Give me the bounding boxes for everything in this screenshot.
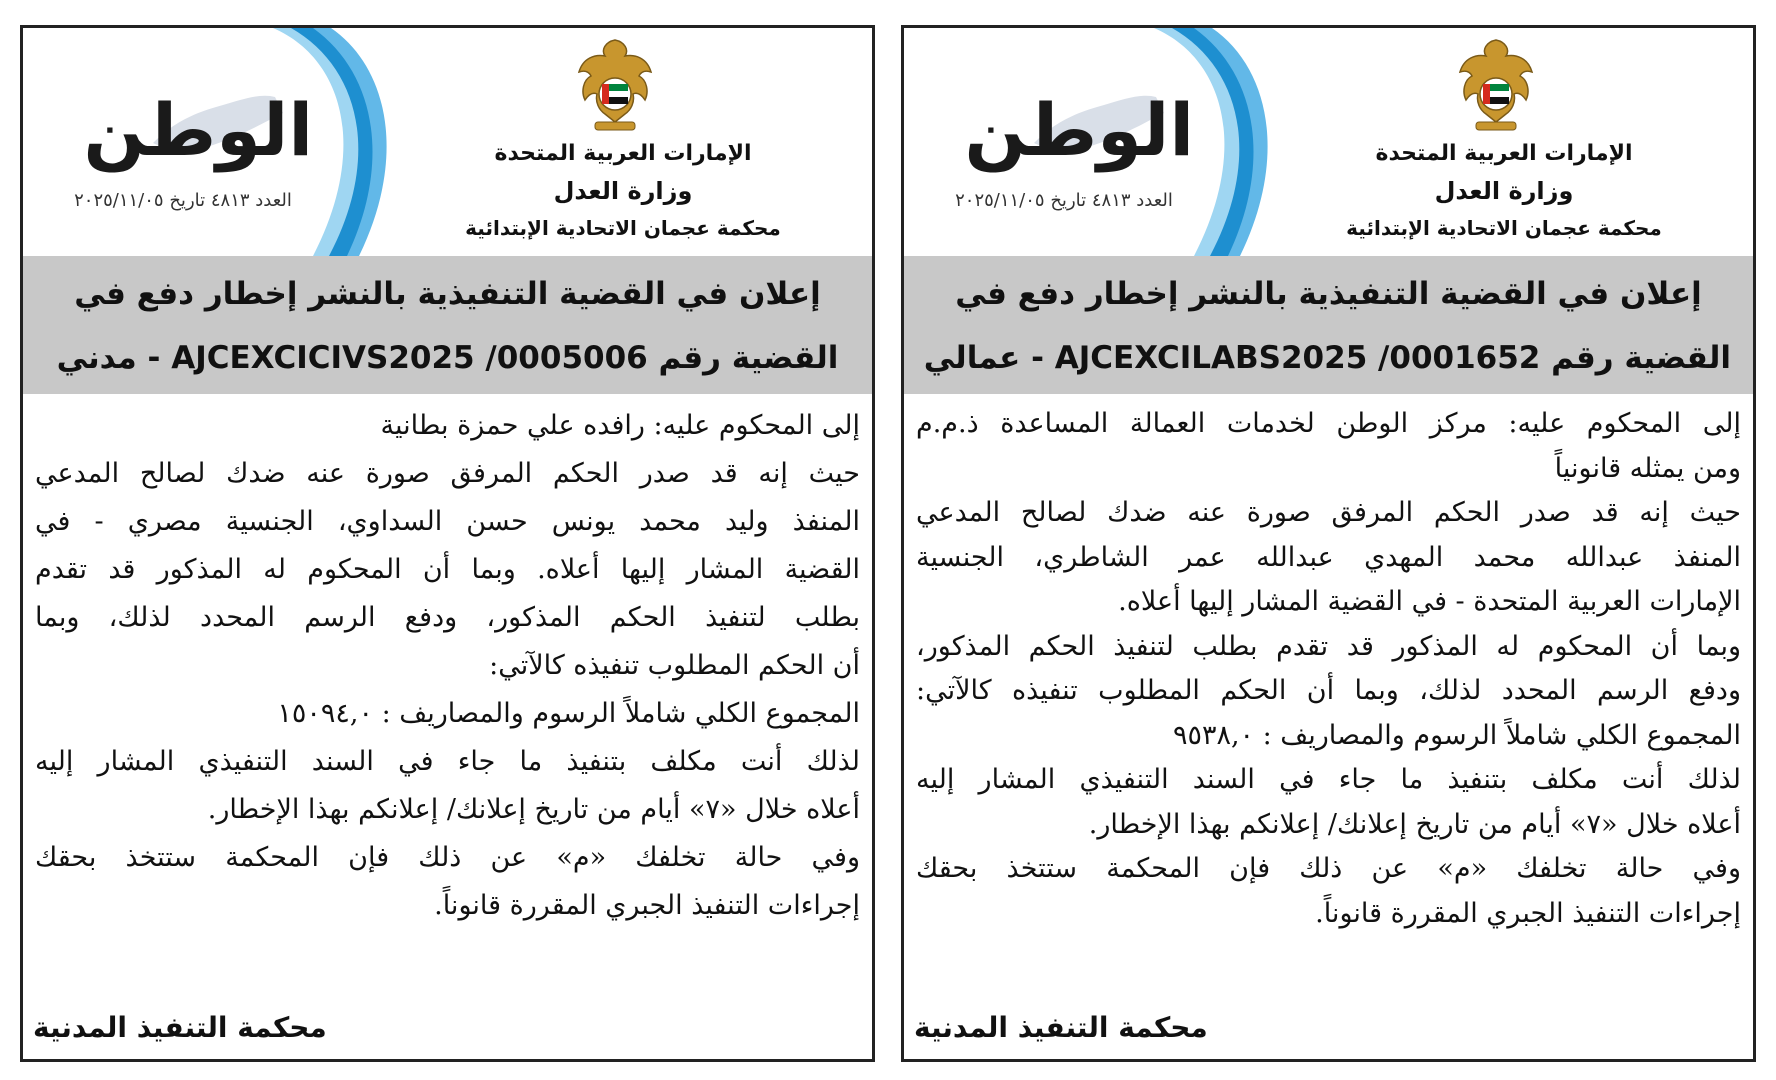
authority-court: محكمة عجمان الاتحادية الإبتدائية <box>1346 216 1662 240</box>
body-line: إجراءات التنفيذ الجبري المقررة قانوناً. <box>434 890 860 921</box>
uae-emblem-icon <box>575 36 655 136</box>
body-line: حيث إنه قد صدر الحكم المرفق صورة عنه ضدك لصالح المدعي <box>35 458 860 489</box>
notice-signature: محكمة التنفيذ المدنية <box>33 1011 327 1044</box>
body-line: بطلب لتنفيذ الحكم المذكور، ودفع الرسم المحدد لذلك، وبما <box>35 602 860 633</box>
body-line: إلى المحكوم عليه: رافده علي حمزة بطانية <box>380 410 860 441</box>
notice-body <box>35 402 860 930</box>
authority-court: محكمة عجمان الاتحادية الإبتدائية <box>465 216 781 240</box>
body-line: وفي حالة تخلفك «م» عن ذلك فإن المحكمة ستتخذ بحقك <box>916 853 1741 884</box>
authority-country: الإمارات العربية المتحدة <box>1375 141 1633 166</box>
body-line-total: المجموع الكلي شاملاً الرسوم والمصاريف : ١٥٠٩٤,٠ <box>277 698 860 729</box>
notice-body <box>916 402 1741 936</box>
body-line: إلى المحكوم عليه: مركز الوطن لخدمات العمالة المساعدة ذ.م.م <box>916 408 1741 439</box>
notice-title-line1: إعلان في القضية التنفيذية بالنشر إخطار دفع في <box>74 276 821 312</box>
body-line: ومن يمثله قانونياً <box>1554 452 1741 484</box>
body-line: المنفذ وليد محمد يونس حسن السداوي، الجنسية مصري - في <box>35 506 860 537</box>
body-line: حيث إنه قد صدر الحكم المرفق صورة عنه ضدك لصالح المدعي <box>916 497 1741 528</box>
notice-civil <box>20 25 875 1062</box>
notice-header <box>904 28 1753 256</box>
issuing-authority <box>1344 136 1664 246</box>
body-line: الإمارات العربية المتحدة - في القضية المشار إليها أعلاه. <box>1118 586 1741 617</box>
body-line: وفي حالة تخلفك «م» عن ذلك فإن المحكمة ستتخذ بحقك <box>35 842 860 873</box>
notice-signature: محكمة التنفيذ المدنية <box>914 1011 1208 1044</box>
uae-emblem-icon <box>1456 36 1536 136</box>
notice-title-line2: القضية رقم AJCEXCILABS2025 /0001652 - عمالي <box>923 340 1731 376</box>
body-line: القضية المشار إليها أعلاه. وبما أن المحكوم له المذكور قد تقدم <box>35 554 860 585</box>
body-line: إجراءات التنفيذ الجبري المقررة قانوناً. <box>1315 897 1741 929</box>
notice-title-banner <box>904 256 1753 394</box>
body-line: ودفع الرسم المحدد لذلك، وبما أن الحكم المطلوب تنفيذه كالآتي: <box>916 675 1741 706</box>
body-line: لذلك أنت مكلف بتنفيذ ما جاء في السند التنفيذي المشار إليه <box>916 764 1741 795</box>
notice-title-banner <box>23 256 872 394</box>
notice-title-line2: القضية رقم AJCEXCICIVS2025 /0005006 - مدني <box>56 340 839 376</box>
body-line: أعلاه خلال «٧» أيام من تاريخ إعلانك/ إعلانكم بهذا الإخطار. <box>207 794 860 825</box>
notice-header <box>23 28 872 256</box>
authority-ministry: وزارة العدل <box>1434 177 1574 205</box>
notice-title-line1: إعلان في القضية التنفيذية بالنشر إخطار دفع في <box>955 276 1702 312</box>
authority-country: الإمارات العربية المتحدة <box>494 141 752 166</box>
notice-labour <box>901 25 1756 1062</box>
authority-ministry: وزارة العدل <box>553 177 693 205</box>
body-line: أعلاه خلال «٧» أيام من تاريخ إعلانك/ إعلانكم بهذا الإخطار. <box>1088 808 1741 840</box>
issuing-authority <box>463 136 783 246</box>
newspaper-issue: العدد ٤٨١٣ تاريخ ٢٠٢٥/١١/٠٥ <box>74 190 292 211</box>
body-line: أن الحكم المطلوب تنفيذه كالآتي: <box>489 650 860 681</box>
body-line: لذلك أنت مكلف بتنفيذ ما جاء في السند التنفيذي المشار إليه <box>35 746 860 777</box>
newspaper-logo: الوطن <box>964 88 1194 172</box>
body-line: وبما أن المحكوم له المذكور قد تقدم بطلب لتنفيذ الحكم المذكور، <box>916 630 1741 662</box>
body-line: المنفذ عبدالله محمد المهدي عبدالله عمر الشاطري، الجنسية <box>916 541 1741 573</box>
newspaper-logo: الوطن <box>83 88 313 172</box>
body-line-total: المجموع الكلي شاملاً الرسوم والمصاريف : ٩٥٣٨,٠ <box>1172 719 1741 751</box>
newspaper-issue: العدد ٤٨١٣ تاريخ ٢٠٢٥/١١/٠٥ <box>955 190 1173 211</box>
